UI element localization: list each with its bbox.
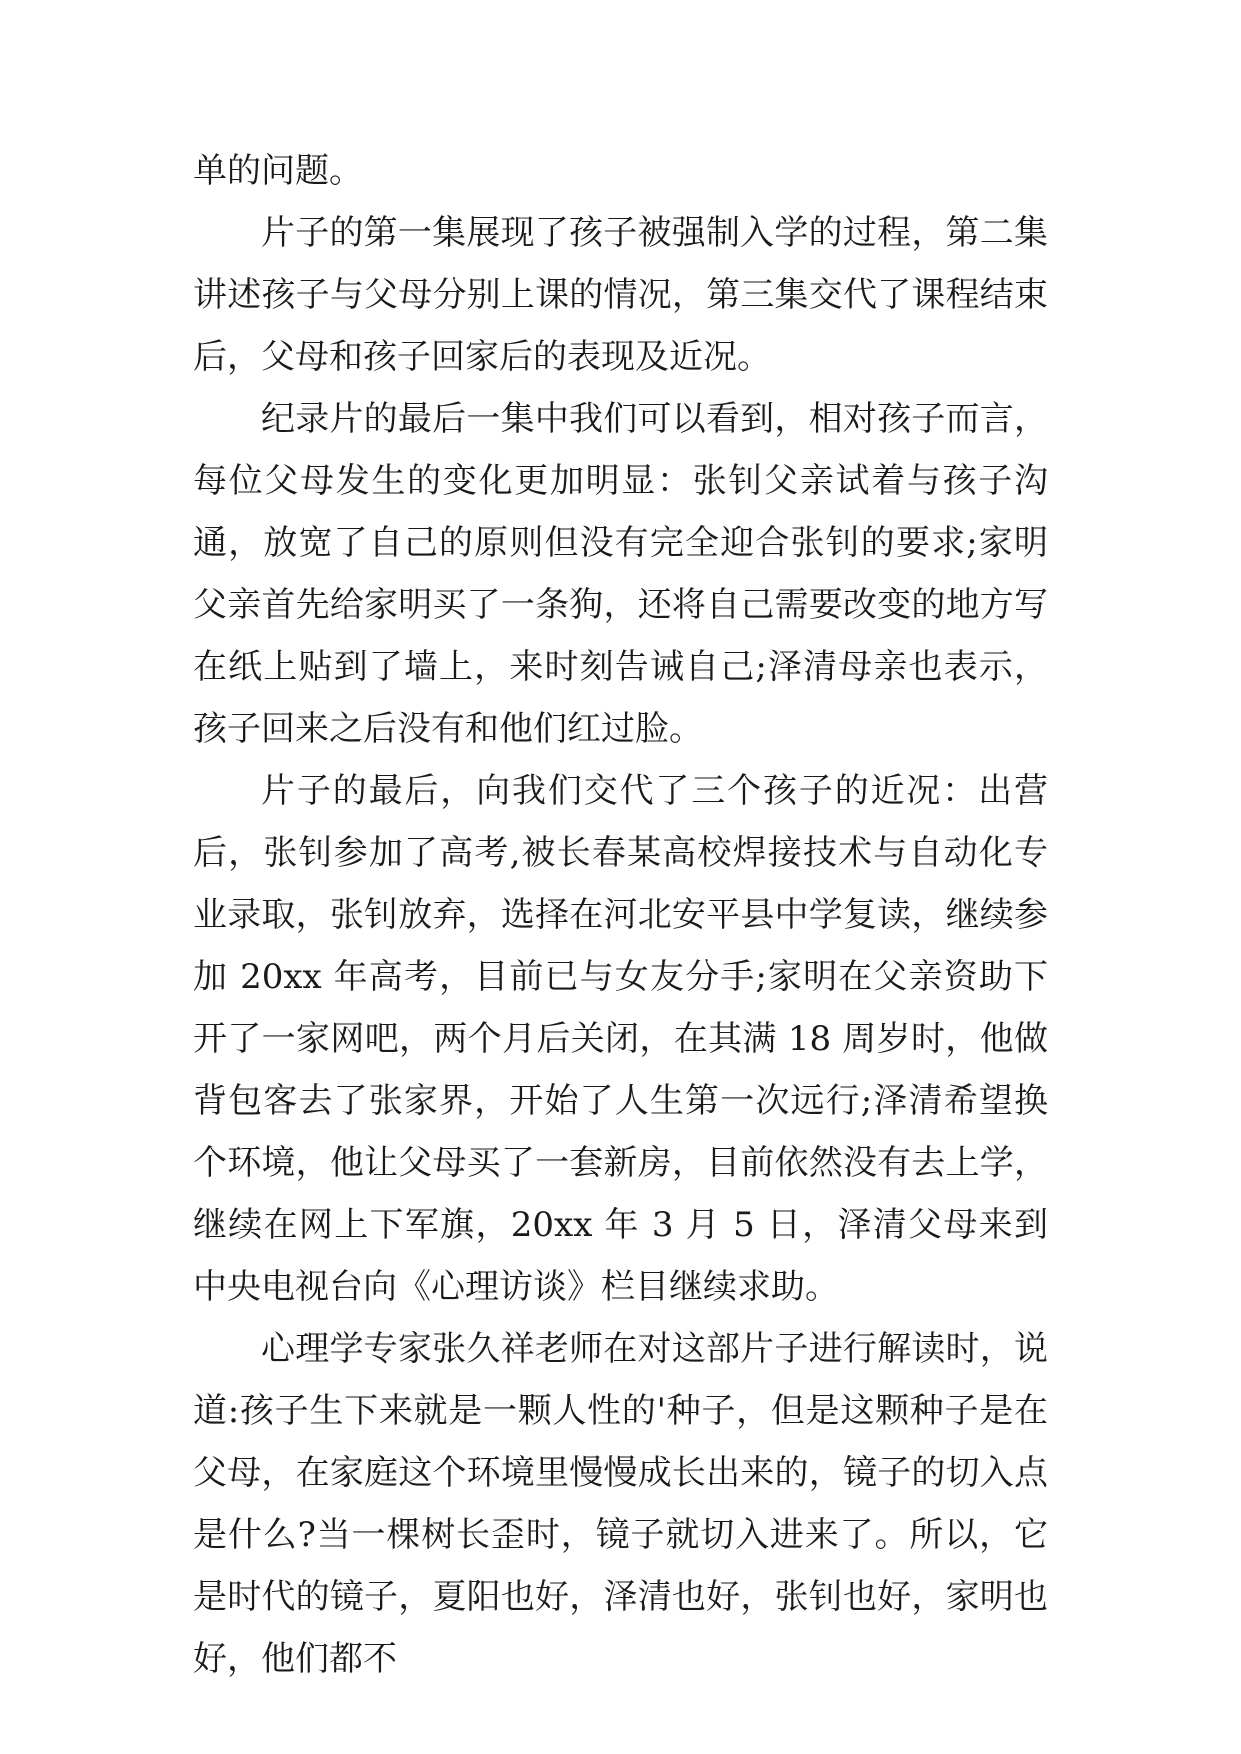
paragraph: 纪录片的最后一集中我们可以看到，相对孩子而言，每位父母发生的变化更加明显：张钊父亲试着与孩子沟通，放宽了自己的原则但没有完全迎合张钊的要求;家明父亲首先给家明买了一条狗，还将自己需要改变的地方写在纸上贴到了墙上，来时刻告诫自己;泽清母亲也表示，孩子回来之后没有和他们红过脸。 xyxy=(193,399,1048,749)
paragraph: 心理学专家张久祥老师在对这部片子进行解读时，说道:孩子生下来就是一颗人性的'种子，但是这颗种子是在父母，在家庭这个环境里慢慢成长出来的，镜子的切入点是什么?当一棵树长歪时，镜子就切入进来了。所以，它是时代的镜子，夏阳也好，泽清也好，张钊也好，家明也好，他们都不 xyxy=(193,1329,1048,1679)
document-body xyxy=(193,140,1048,1690)
paragraph: 片子的第一集展现了孩子被强制入学的过程，第二集讲述孩子与父母分别上课的情况，第三集交代了课程结束后，父母和孩子回家后的表现及近况。 xyxy=(193,213,1048,377)
paragraph: 单的问题。 xyxy=(193,151,363,191)
paragraph: 片子的最后，向我们交代了三个孩子的近况：出营后，张钊参加了高考,被长春某高校焊接技术与自动化专业录取，张钊放弃，选择在河北安平县中学复读，继续参加 20xx 年高考，目前已与女友分手;家明在父亲资助下开了一家网吧，两个月后关闭，在其满 18 周岁时，他做背包客去了张家界，开始了人生第一次远行;泽清希望换个环境，他让父母买了一套新房，目前依然没有去上学，继续在网上下军旗，20xx 年 3 月 5 日，泽清父母来到中央电视台向《心理访谈》栏目继续求助。 xyxy=(193,771,1048,1307)
